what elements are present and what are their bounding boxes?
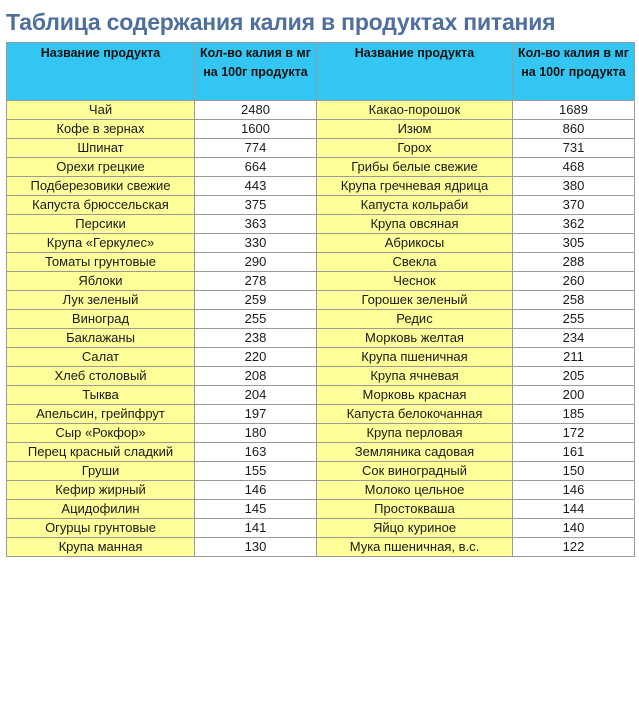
table-row <box>7 367 635 386</box>
right-potassium-value: 380 <box>513 177 635 196</box>
right-potassium-value: 140 <box>513 519 635 538</box>
table-body <box>7 101 635 557</box>
right-product-name: Свекла <box>317 253 513 272</box>
left-potassium-value: 363 <box>195 215 317 234</box>
right-potassium-value: 211 <box>513 348 635 367</box>
right-product-name: Простокваша <box>317 500 513 519</box>
left-potassium-value: 163 <box>195 443 317 462</box>
left-product-name: Орехи грецкие <box>7 158 195 177</box>
right-potassium-value: 468 <box>513 158 635 177</box>
right-potassium-value: 144 <box>513 500 635 519</box>
right-product-name: Горох <box>317 139 513 158</box>
left-product-name: Салат <box>7 348 195 367</box>
left-product-name: Кофе в зернах <box>7 120 195 139</box>
right-product-name: Горошек зеленый <box>317 291 513 310</box>
right-potassium-value: 150 <box>513 462 635 481</box>
table-row <box>7 348 635 367</box>
header-name-right: Название продукта <box>317 43 513 101</box>
right-product-name: Капуста кольраби <box>317 196 513 215</box>
table-row <box>7 196 635 215</box>
right-potassium-value: 200 <box>513 386 635 405</box>
right-product-name: Яйцо куриное <box>317 519 513 538</box>
right-product-name: Крупа ячневая <box>317 367 513 386</box>
right-potassium-value: 161 <box>513 443 635 462</box>
left-potassium-value: 1600 <box>195 120 317 139</box>
left-potassium-value: 664 <box>195 158 317 177</box>
right-potassium-value: 370 <box>513 196 635 215</box>
header-value-right: Кол-во калия в мг на 100г продукта <box>513 43 635 101</box>
header-value-left: Кол-во калия в мг на 100г продукта <box>195 43 317 101</box>
left-product-name: Виноград <box>7 310 195 329</box>
table-row <box>7 291 635 310</box>
left-potassium-value: 130 <box>195 538 317 557</box>
right-product-name: Редис <box>317 310 513 329</box>
table-row <box>7 177 635 196</box>
table-row <box>7 139 635 158</box>
left-product-name: Шпинат <box>7 139 195 158</box>
potassium-table-container <box>6 42 634 557</box>
table-row <box>7 253 635 272</box>
left-product-name: Чай <box>7 101 195 120</box>
right-potassium-value: 731 <box>513 139 635 158</box>
left-potassium-value: 2480 <box>195 101 317 120</box>
table-row <box>7 386 635 405</box>
table-row <box>7 310 635 329</box>
right-potassium-value: 205 <box>513 367 635 386</box>
table-row <box>7 272 635 291</box>
right-product-name: Земляника садовая <box>317 443 513 462</box>
table-row <box>7 443 635 462</box>
left-product-name: Яблоки <box>7 272 195 291</box>
right-product-name: Крупа овсяная <box>317 215 513 234</box>
table-row <box>7 462 635 481</box>
right-product-name: Грибы белые свежие <box>317 158 513 177</box>
left-product-name: Томаты грунтовые <box>7 253 195 272</box>
table-row <box>7 424 635 443</box>
right-product-name: Сок виноградный <box>317 462 513 481</box>
table-row <box>7 538 635 557</box>
left-potassium-value: 774 <box>195 139 317 158</box>
page-title: Таблица содержания калия в продуктах питания <box>6 9 556 35</box>
left-potassium-value: 375 <box>195 196 317 215</box>
table-row <box>7 519 635 538</box>
left-potassium-value: 141 <box>195 519 317 538</box>
table-row <box>7 101 635 120</box>
right-potassium-value: 172 <box>513 424 635 443</box>
left-potassium-value: 197 <box>195 405 317 424</box>
right-product-name: Какао-порошок <box>317 101 513 120</box>
right-potassium-value: 362 <box>513 215 635 234</box>
right-potassium-value: 122 <box>513 538 635 557</box>
right-product-name: Мука пшеничная, в.с. <box>317 538 513 557</box>
right-potassium-value: 255 <box>513 310 635 329</box>
left-potassium-value: 180 <box>195 424 317 443</box>
left-potassium-value: 238 <box>195 329 317 348</box>
left-product-name: Хлеб столовый <box>7 367 195 386</box>
left-potassium-value: 290 <box>195 253 317 272</box>
table-row <box>7 329 635 348</box>
left-product-name: Апельсин, грейпфрут <box>7 405 195 424</box>
table-row <box>7 234 635 253</box>
left-potassium-value: 255 <box>195 310 317 329</box>
right-potassium-value: 1689 <box>513 101 635 120</box>
left-potassium-value: 278 <box>195 272 317 291</box>
left-product-name: Баклажаны <box>7 329 195 348</box>
left-product-name: Кефир жирный <box>7 481 195 500</box>
header-row <box>7 43 635 101</box>
left-product-name: Сыр «Рокфор» <box>7 424 195 443</box>
left-potassium-value: 443 <box>195 177 317 196</box>
left-product-name: Крупа «Геркулес» <box>7 234 195 253</box>
right-product-name: Чеснок <box>317 272 513 291</box>
left-product-name: Огурцы грунтовые <box>7 519 195 538</box>
right-product-name: Крупа гречневая ядрица <box>317 177 513 196</box>
left-product-name: Крупа манная <box>7 538 195 557</box>
right-product-name: Молоко цельное <box>317 481 513 500</box>
left-product-name: Персики <box>7 215 195 234</box>
right-potassium-value: 258 <box>513 291 635 310</box>
table-row <box>7 215 635 234</box>
table-header <box>7 43 635 101</box>
right-potassium-value: 288 <box>513 253 635 272</box>
right-product-name: Абрикосы <box>317 234 513 253</box>
right-product-name: Крупа пшеничная <box>317 348 513 367</box>
table-row <box>7 158 635 177</box>
left-product-name: Перец красный сладкий <box>7 443 195 462</box>
right-product-name: Крупа перловая <box>317 424 513 443</box>
left-product-name: Тыква <box>7 386 195 405</box>
right-product-name: Изюм <box>317 120 513 139</box>
right-potassium-value: 146 <box>513 481 635 500</box>
right-potassium-value: 185 <box>513 405 635 424</box>
left-potassium-value: 146 <box>195 481 317 500</box>
left-potassium-value: 208 <box>195 367 317 386</box>
left-potassium-value: 259 <box>195 291 317 310</box>
potassium-table <box>6 42 635 557</box>
left-potassium-value: 155 <box>195 462 317 481</box>
table-row <box>7 500 635 519</box>
right-potassium-value: 305 <box>513 234 635 253</box>
table-row <box>7 405 635 424</box>
right-product-name: Морковь красная <box>317 386 513 405</box>
right-potassium-value: 234 <box>513 329 635 348</box>
right-potassium-value: 260 <box>513 272 635 291</box>
left-potassium-value: 204 <box>195 386 317 405</box>
right-product-name: Морковь желтая <box>317 329 513 348</box>
left-product-name: Лук зеленый <box>7 291 195 310</box>
left-potassium-value: 145 <box>195 500 317 519</box>
left-product-name: Подберезовики свежие <box>7 177 195 196</box>
left-product-name: Капуста брюссельская <box>7 196 195 215</box>
left-potassium-value: 220 <box>195 348 317 367</box>
header-name-left: Название продукта <box>7 43 195 101</box>
table-row <box>7 120 635 139</box>
right-potassium-value: 860 <box>513 120 635 139</box>
left-product-name: Груши <box>7 462 195 481</box>
left-product-name: Ацидофилин <box>7 500 195 519</box>
left-potassium-value: 330 <box>195 234 317 253</box>
table-row <box>7 481 635 500</box>
right-product-name: Капуста белокочанная <box>317 405 513 424</box>
